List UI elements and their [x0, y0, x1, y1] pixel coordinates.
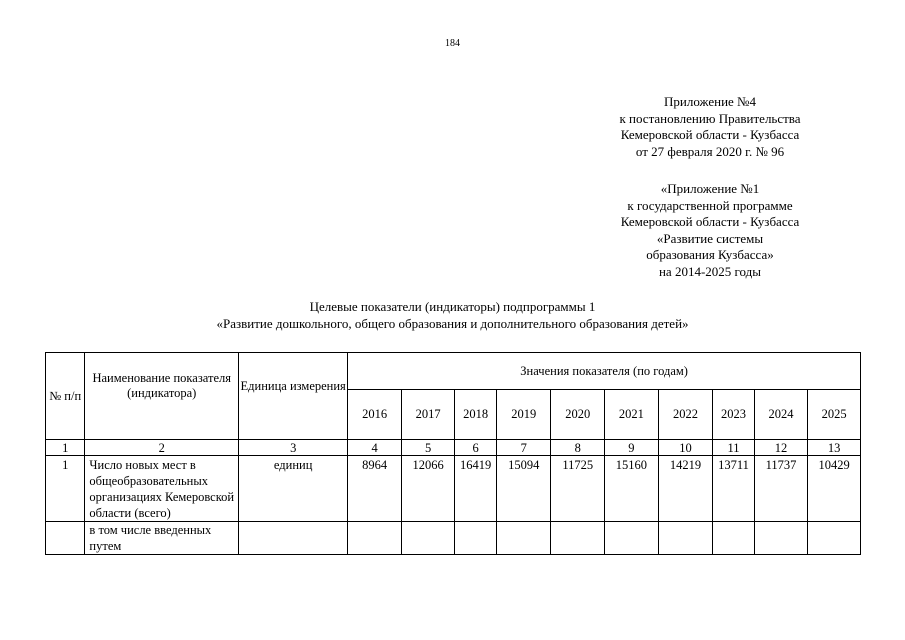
appendix-1-line: Кемеровской области - Кузбасса	[620, 214, 800, 229]
row-value	[605, 522, 659, 555]
row-unit: единиц	[239, 456, 348, 522]
appendix-1-line: к государственной программе	[627, 197, 793, 213]
row-value	[808, 522, 861, 555]
appendix-4-line: от 27 февраля 2020 г. № 96	[635, 143, 785, 159]
appendix-1-line: образования Кузбасса»	[646, 247, 774, 262]
column-index: 1	[46, 440, 85, 456]
appendix-1-header	[560, 181, 860, 280]
row-value	[496, 522, 551, 555]
appendix-1-line: на 2014-2025 годы	[658, 263, 762, 279]
header-year: 2019	[496, 390, 551, 440]
header-year: 2016	[348, 390, 402, 440]
document-title	[0, 299, 905, 332]
column-index: 3	[239, 440, 348, 456]
header-name: Наименование показателя (индикатора)	[85, 353, 239, 440]
row-value: 8964	[348, 456, 402, 522]
row-value: 15160	[605, 456, 659, 522]
appendix-4-header	[560, 94, 860, 160]
table-row	[46, 522, 861, 555]
table-header-row	[46, 353, 861, 390]
header-year: 2024	[754, 390, 808, 440]
header-values-group: Значения показателя (по годам)	[348, 353, 861, 390]
indicators-table	[45, 352, 861, 555]
row-value	[455, 522, 496, 555]
row-value: 11725	[551, 456, 605, 522]
column-index: 13	[808, 440, 861, 456]
column-index-row	[46, 440, 861, 456]
title-line-1: Целевые показатели (индикаторы) подпрограммы 1	[309, 299, 596, 314]
appendix-4-line: Кемеровской области - Кузбасса	[620, 127, 800, 142]
row-name: Число новых мест в общеобразовательных организациях Кемеровской области (всего)	[85, 456, 239, 522]
column-index: 7	[496, 440, 551, 456]
appendix-4-line: к постановлению Правительства	[619, 110, 801, 126]
column-index: 12	[754, 440, 808, 456]
column-index: 2	[85, 440, 239, 456]
row-value: 11737	[754, 456, 808, 522]
column-index: 9	[605, 440, 659, 456]
title-line-2: «Развитие дошкольного, общего образования и дополнительного образования детей»	[216, 315, 689, 331]
row-value	[754, 522, 808, 555]
column-index: 4	[348, 440, 402, 456]
row-value: 15094	[496, 456, 551, 522]
column-index: 11	[713, 440, 754, 456]
page-number: 184	[445, 38, 460, 49]
column-index: 5	[401, 440, 455, 456]
appendix-1-line: «Приложение №1	[660, 181, 760, 196]
column-index: 6	[455, 440, 496, 456]
row-value: 16419	[455, 456, 496, 522]
row-value	[551, 522, 605, 555]
header-number: № п/п	[46, 353, 85, 440]
header-year: 2021	[605, 390, 659, 440]
table-row	[46, 456, 861, 522]
row-value	[658, 522, 713, 555]
header-year: 2023	[713, 390, 754, 440]
row-value: 13711	[713, 456, 754, 522]
row-value	[713, 522, 754, 555]
header-year: 2017	[401, 390, 455, 440]
row-unit	[239, 522, 348, 555]
row-value: 12066	[401, 456, 455, 522]
row-number: 1	[46, 456, 85, 522]
row-value	[401, 522, 455, 555]
row-number	[46, 522, 85, 555]
header-unit: Единица измерения	[239, 353, 348, 440]
row-value: 14219	[658, 456, 713, 522]
column-index: 8	[551, 440, 605, 456]
row-name: в том числе введенных путем	[85, 522, 239, 555]
header-year: 2020	[551, 390, 605, 440]
header-year: 2018	[455, 390, 496, 440]
header-year: 2025	[808, 390, 861, 440]
appendix-4-line: Приложение №4	[664, 94, 756, 109]
header-year: 2022	[658, 390, 713, 440]
row-value	[348, 522, 402, 555]
column-index: 10	[658, 440, 713, 456]
row-value: 10429	[808, 456, 861, 522]
appendix-1-line: «Развитие системы	[656, 230, 764, 246]
